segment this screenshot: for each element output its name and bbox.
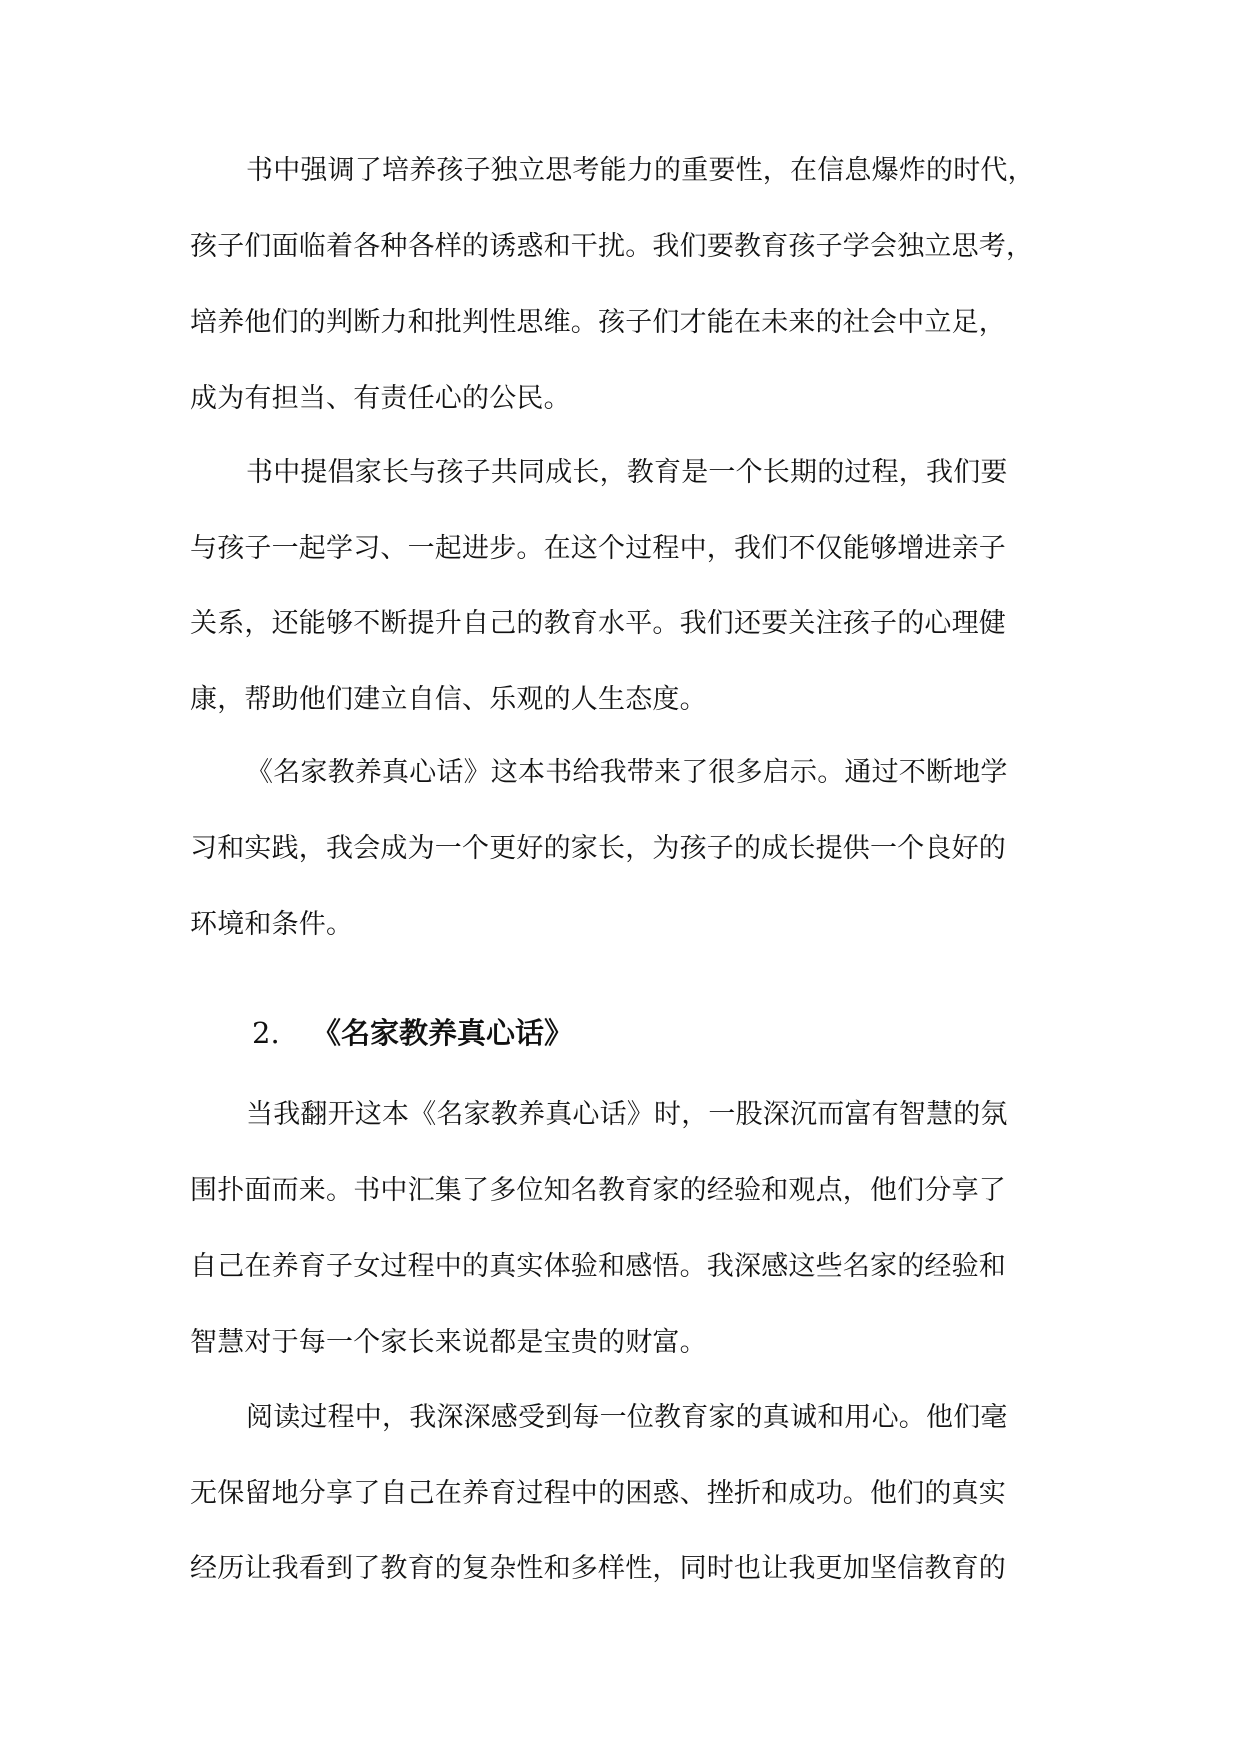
paragraph-1-line-3: 培养他们的判断力和批判性思维。孩子们才能在未来的社会中立足， (190, 307, 1006, 338)
section-number: 2. (252, 1016, 280, 1050)
section-paragraph-1-line-1: 当我翻开这本《名家教养真心话》时，一股深沉而富有智慧的氛 (246, 1099, 1008, 1130)
section-paragraph-2-line-3: 经历让我看到了教育的复杂性和多样性，同时也让我更加坚信教育的 (190, 1553, 1006, 1584)
paragraph-2-line-3: 关系，还能够不断提升自己的教育水平。我们还要关注孩子的心理健 (190, 608, 1006, 639)
section-title: 《名家教养真心话》 (312, 1016, 574, 1050)
paragraph-3-line-3: 环境和条件。 (190, 909, 354, 940)
section-paragraph-1-line-3: 自己在养育子女过程中的真实体验和感悟。我深感这些名家的经验和 (190, 1251, 1006, 1282)
section-paragraph-1-line-2: 围扑面而来。书中汇集了多位知名教育家的经验和观点，他们分享了 (190, 1175, 1006, 1206)
paragraph-2-line-2: 与孩子一起学习、一起进步。在这个过程中，我们不仅能够增进亲子 (190, 533, 1006, 564)
paragraph-2-line-4: 康，帮助他们建立自信、乐观的人生态度。 (190, 684, 707, 715)
paragraph-1-line-2: 孩子们面临着各种各样的诱惑和干扰。我们要教育孩子学会独立思考， (190, 231, 1034, 262)
paragraph-3-line-2: 习和实践，我会成为一个更好的家长，为孩子的成长提供一个良好的 (190, 833, 1006, 864)
section-paragraph-2-line-1: 阅读过程中，我深深感受到每一位教育家的真诚和用心。他们毫 (246, 1402, 1008, 1433)
section-paragraph-2-line-2: 无保留地分享了自己在养育过程中的困惑、挫折和成功。他们的真实 (190, 1478, 1006, 1509)
paragraph-2-line-1: 书中提倡家长与孩子共同成长，教育是一个长期的过程，我们要 (246, 457, 1008, 488)
paragraph-1-line-1: 书中强调了培养孩子独立思考能力的重要性，在信息爆炸的时代， (246, 155, 1035, 186)
section-paragraph-1-line-4: 智慧对于每一个家长来说都是宝贵的财富。 (190, 1327, 707, 1358)
section-heading (252, 1013, 573, 1053)
paragraph-1-line-4: 成为有担当、有责任心的公民。 (190, 383, 571, 414)
paragraph-3-line-1: 《名家教养真心话》这本书给我带来了很多启示。通过不断地学 (246, 757, 1008, 788)
